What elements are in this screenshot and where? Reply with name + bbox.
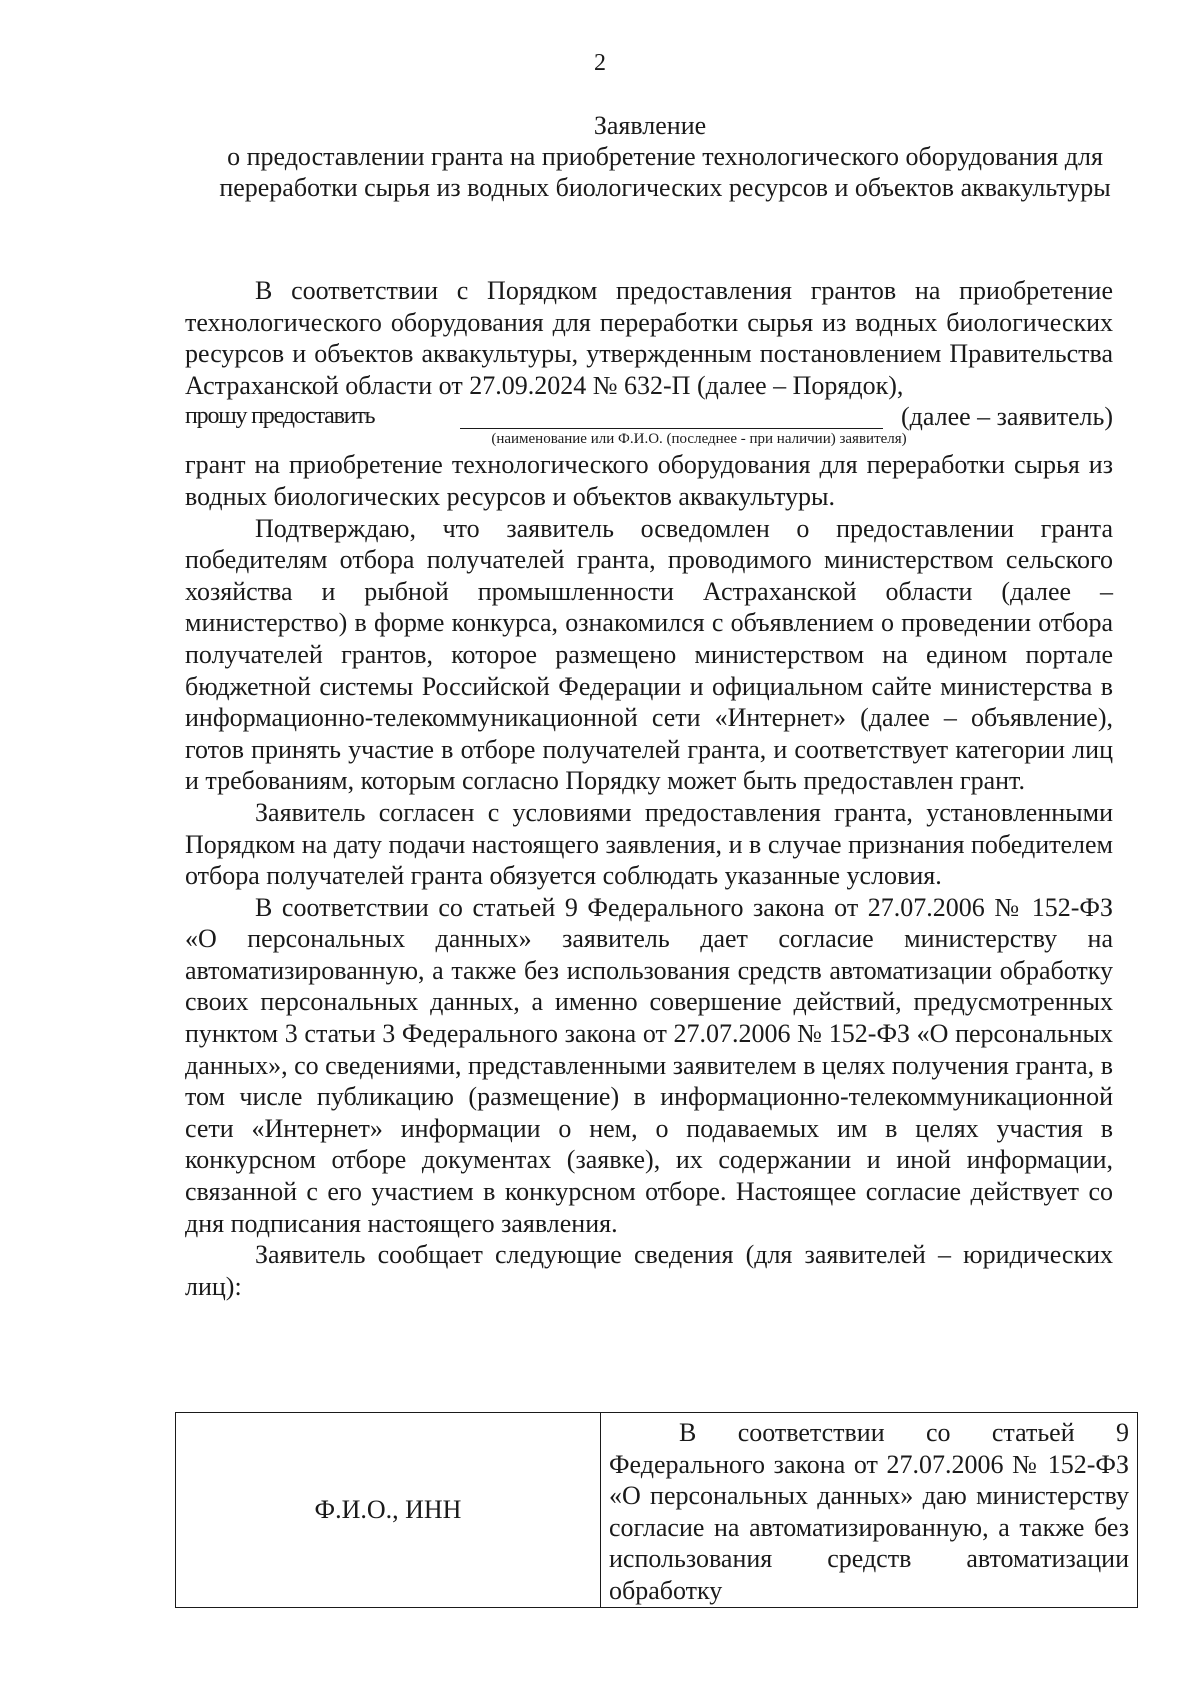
page-number: 2 bbox=[594, 50, 606, 76]
document-heading bbox=[180, 110, 1120, 203]
applicant-info-table bbox=[175, 1412, 1138, 1608]
table-cell-consent: В соответствии со статьей 9 Федерального закона от 27.07.2006 № 152-ФЗ «О персональных данных» даю министерству согласие на автоматизированную, а также без использования средств автоматизации обработку bbox=[601, 1413, 1138, 1608]
applicant-name-field[interactable] bbox=[460, 428, 883, 429]
table-cell-name-inn: Ф.И.О., ИНН bbox=[176, 1413, 601, 1608]
document-body bbox=[185, 275, 1113, 1302]
document-subject: о предоставлении гранта на приобретение технологического оборудования для переработки сырья из водных биологических ресурсов и объектов аквакультуры bbox=[219, 142, 1111, 202]
paragraph-request-end: грант на приобретение технологического оборудования для переработки сырья из водных биологических ресурсов и объектов аквакультуры. bbox=[185, 450, 1113, 511]
paragraph-request: В соответствии с Порядком предоставления грантов на приобретение технологического оборудования для переработки сырья из водных биологических ресурсов и объектов аквакультуры, утвержденным постановлением Правительства Астраханской области от 27.09.2024 № 632-П (далее – Порядок), bbox=[185, 276, 1113, 400]
document-title: Заявление bbox=[593, 111, 707, 140]
paragraph-applicant-info: Заявитель сообщает следующие сведения (для заявителей – юридических лиц): bbox=[185, 1240, 1113, 1301]
applicant-fill-row bbox=[185, 401, 1113, 437]
paragraph-confirmation: Подтверждаю, что заявитель осведомлен о предоставлении гранта победителям отбора получателей гранта, проводимого министерством сельского хозяйства и рыбной промышленности Астраханской области (далее – министерство) в форме конкурса, ознакомился с объявлением о проведении отбора получателей грантов, которое размещено министерством на едином портале бюджетной системы Российской Федерации и официальном сайте министерства в информационно-телекоммуникационной сети «Интернет» (далее – объявление), готов принять участие в отборе получателей гранта, и соответствует категории лиц и требованиям, которым согласно Порядку может быть предоставлен грант. bbox=[185, 513, 1113, 796]
paragraph-consent-conditions: Заявитель согласен с условиями предоставления гранта, установленными Порядком на дату подачи настоящего заявления, и в случае признания победителем отбора получателей гранта обязуется соблюдать указанные условия. bbox=[185, 797, 1113, 891]
applicant-field-hint: (наименование или Ф.И.О. (последнее - при наличии) заявителя) bbox=[491, 431, 907, 448]
request-prompt: прошу предоставить bbox=[185, 403, 375, 430]
applicant-alias: (далее – заявитель) bbox=[900, 402, 1113, 432]
paragraph-personal-data-consent: В соответствии со статьей 9 Федерального закона от 27.07.2006 № 152-ФЗ «О персональных данных» заявитель дает согласие министерству на автоматизированную, а также без использования средств автоматизации обработку своих персональных данных, а именно совершение действий, предусмотренных пунктом 3 статьи 3 Федерального закона от 27.07.2006 № 152-ФЗ «О персональных данных», со сведениями, представленными заявителем в целях получения гранта, в том числе публикацию (размещение) в информационно-телекоммуникационной сети «Интернет» информации о нем, о подаваемых им в целях участия в конкурсном отборе документах (заявке), их содержании и иной информации, связанной с его участием в конкурсном отборе. Настоящее согласие действует со дня подписания настоящего заявления. bbox=[185, 892, 1113, 1238]
table-row bbox=[176, 1413, 1138, 1608]
